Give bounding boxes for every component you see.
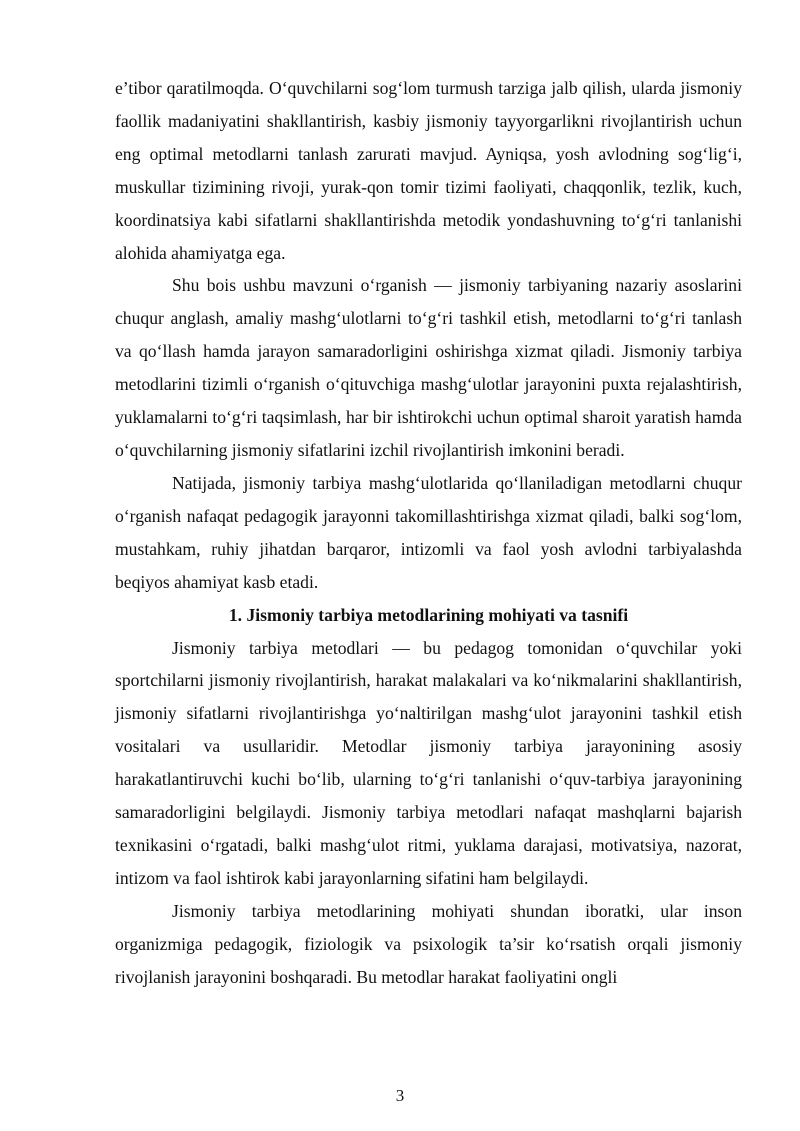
page-number: 3: [395, 1086, 405, 1105]
paragraph-conclusion: Natijada, jismoniy tarbiya mashg‘ulotlarida qo‘llaniladigan metodlarni chuqur o‘rganish nafaqat pedagogik jarayonni takomillashtirishga xizmat qiladi, balki sog‘lom, mustahkam, ruhiy jihatdan barqaror, intizomli va faol yosh avlodni tarbiyalashda beqiyos ahamiyat kasb etadi.: [115, 472, 742, 592]
paragraph-topic-significance: Shu bois ushbu mavzuni o‘rganish — jismoniy tarbiyaning nazariy asoslarini chuqur anglash, amaliy mashg‘ulotlarni to‘g‘ri tashkil etish, metodlarni to‘g‘ri tanlash va qo‘llash hamda jarayon samaradorligini oshirishga xizmat qiladi. Jismoniy tarbiya metodlarini tizimli o‘rganish o‘qituvchiga mashg‘ulotlar jarayonini puxta rejalashtirish, yuklamalarni to‘g‘ri taqsimlash, har bir ishtirokchi uchun optimal sharoit yaratish hamda o‘quvchilarning jismoniy sifatlarini izchil rivojlantirish imkonini beradi.: [115, 275, 742, 460]
paragraph-methods-essence: Jismoniy tarbiya metodlarining mohiyati shundan iboratki, ular inson organizmiga pedagogik, fiziologik va psixologik ta’sir ko‘rsatish orqali jismoniy rivojlanish jarayonini boshqaradi. Bu metodlar harakat faoliyatini ongli: [115, 900, 742, 987]
document-page: [115, 72, 742, 993]
paragraph-methods-definition: Jismoniy tarbiya metodlari — bu pedagog tomonidan o‘quvchilar yoki sportchilarni jismoniy rivojlantirish, harakat malakalari va ko‘nikmalarini shakllantirish, jismoniy sifatlarni rivojlantirishga yo‘naltirilgan mashg‘ulot jarayonini tashkil etish vositalari va usullaridir. Metodlar jismoniy tarbiya jarayonining asosiy harakatlantiruvchi kuchi bo‘lib, ularning to‘g‘ri tanlanishi o‘quv-tarbiya jarayonining samaradorligini belgilaydi. Jismoniy tarbiya metodlari nafaqat mashqlarni bajarish texnikasini o‘rgatadi, balki mashg‘ulot ritmi, yuklama darajasi, motivatsiya, nazorat, intizom va faol ishtirok kabi jarayonlarning sifatini ham belgilaydi.: [115, 637, 742, 888]
paragraph-intro-continuation: e’tibor qaratilmoqda. O‘quvchilarni sog‘lom turmush tarziga jalb qilish, ularda jismoniy faollik madaniyatini shakllantirish, kasbiy jismoniy tayyorgarlikni rivojlantirish uchun eng optimal metodlarni tanlash zarurati mavjud. Ayniqsa, yosh avlodning sog‘lig‘i, muskullar tizimining rivoji, yurak-qon tomir tizimi faoliyati, chaqqonlik, tezlik, kuch, koordinatsiya kabi sifatlarni shakllantirishda metodik yondashuvning to‘g‘ri tanlanishi alohida ahamiyatga ega.: [115, 78, 742, 263]
section-heading: 1. Jismoniy tarbiya metodlarining mohiyati va tasnifi: [228, 604, 629, 625]
